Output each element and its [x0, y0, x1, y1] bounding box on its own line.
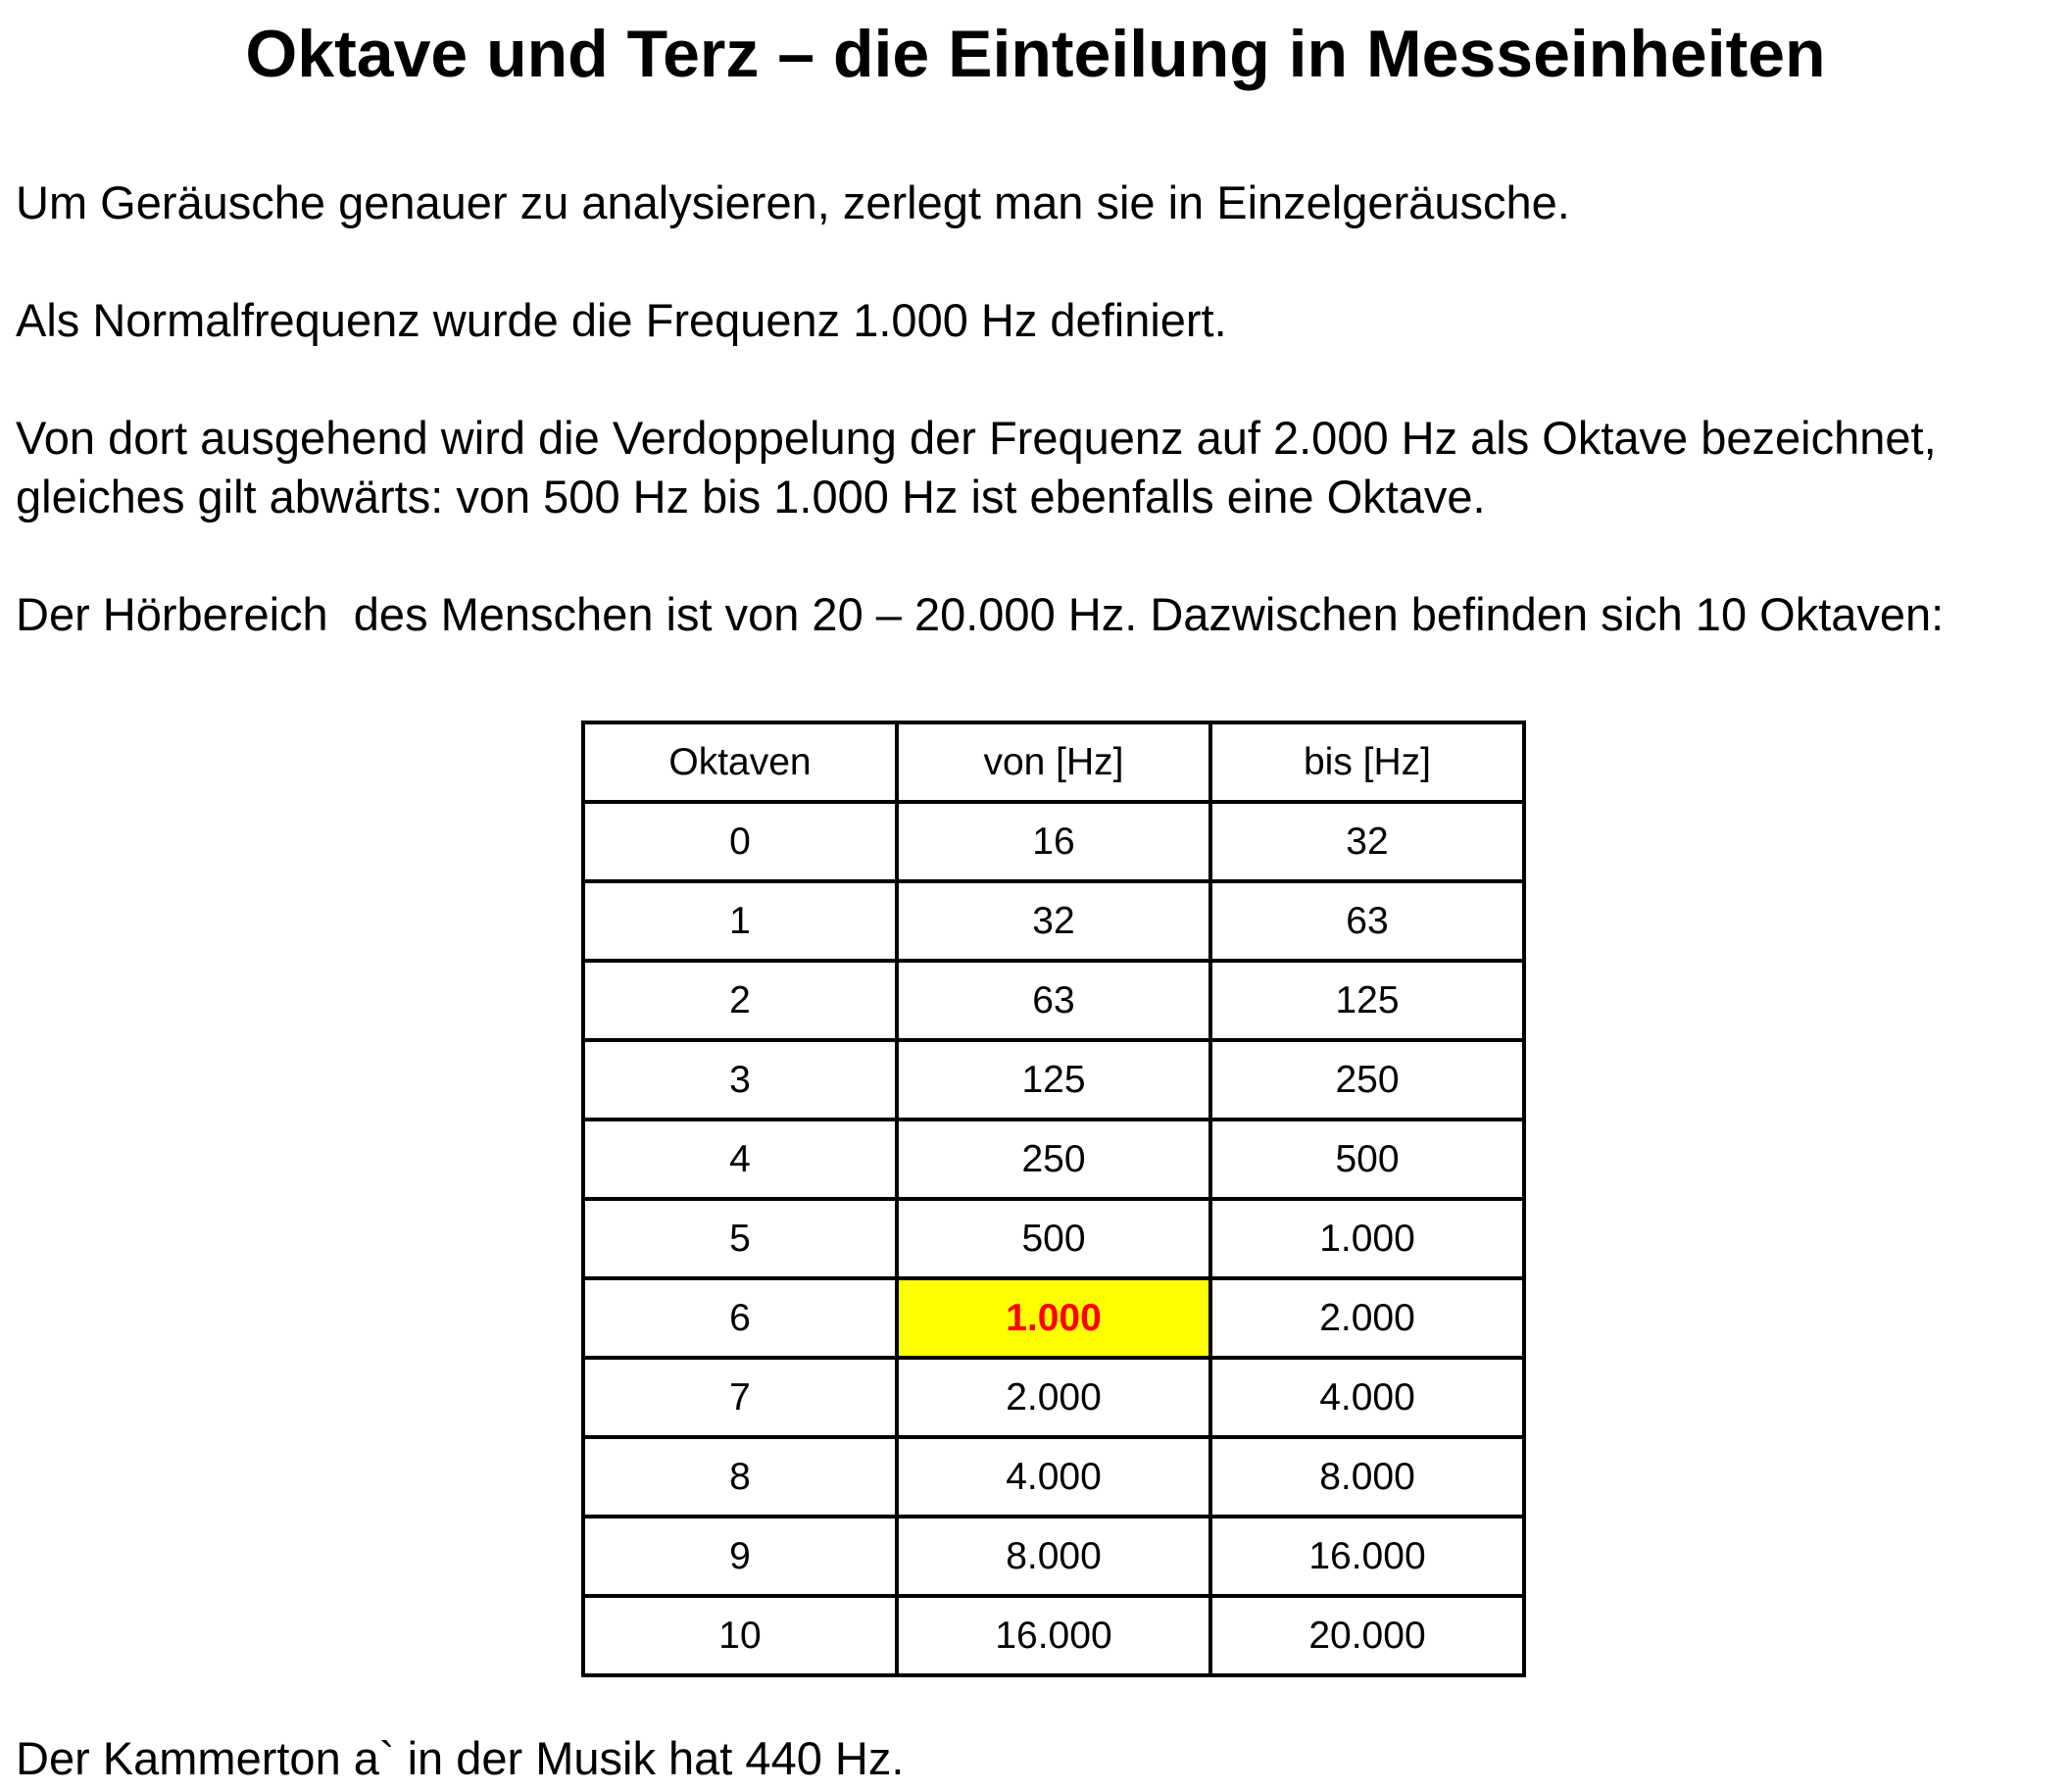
table-row [583, 881, 1524, 961]
octave-cell: 7 [583, 1358, 897, 1437]
paragraph-concert-pitch: Der Kammerton a` in der Musik hat 440 Hz. [16, 1732, 905, 1784]
column-header-octaves: Oktaven [583, 722, 897, 802]
from-cell: 16 [897, 802, 1210, 881]
from-cell: 16.000 [897, 1596, 1210, 1675]
to-cell: 1.000 [1210, 1199, 1524, 1278]
paragraph-normal-frequency: Als Normalfrequenz wurde die Frequenz 1.000 Hz definiert. [16, 294, 1227, 346]
octave-cell: 5 [583, 1199, 897, 1278]
from-cell: 250 [897, 1120, 1210, 1199]
octave-table [581, 721, 1526, 1677]
octave-cell: 10 [583, 1596, 897, 1675]
octave-cell: 9 [583, 1517, 897, 1596]
to-cell: 63 [1210, 881, 1524, 961]
table-row [583, 1040, 1524, 1120]
to-cell: 8.000 [1210, 1437, 1524, 1517]
to-cell: 16.000 [1210, 1517, 1524, 1596]
from-cell: 125 [897, 1040, 1210, 1120]
to-cell: 20.000 [1210, 1596, 1524, 1675]
octave-cell: 2 [583, 961, 897, 1040]
to-cell: 125 [1210, 961, 1524, 1040]
to-cell: 500 [1210, 1120, 1524, 1199]
table-row [583, 961, 1524, 1040]
octave-cell: 3 [583, 1040, 897, 1120]
from-cell: 4.000 [897, 1437, 1210, 1517]
paragraph-hearing-range: Der Hörbereich des Menschen ist von 20 – 20.000 Hz. Dazwischen befinden sich 10 Oktaven: [16, 588, 1945, 640]
table-row [583, 1199, 1524, 1278]
octave-cell: 6 [583, 1278, 897, 1358]
table-row [583, 1437, 1524, 1517]
page-title: Oktave und Terz – die Einteilung in Messeinheiten [245, 17, 1826, 91]
to-cell: 32 [1210, 802, 1524, 881]
table-row [583, 1596, 1524, 1675]
column-header-from: von [Hz] [897, 722, 1210, 802]
table-header-row [583, 722, 1524, 802]
octave-cell: 1 [583, 881, 897, 961]
from-cell-highlighted: 1.000 [897, 1278, 1210, 1358]
from-cell: 63 [897, 961, 1210, 1040]
paragraph-intro: Um Geräusche genauer zu analysieren, zerlegt man sie in Einzelgeräusche. [16, 176, 1570, 228]
octave-cell: 8 [583, 1437, 897, 1517]
to-cell: 250 [1210, 1040, 1524, 1120]
octave-cell: 4 [583, 1120, 897, 1199]
from-cell: 8.000 [897, 1517, 1210, 1596]
table-row [583, 1120, 1524, 1199]
to-cell: 4.000 [1210, 1358, 1524, 1437]
from-cell: 2.000 [897, 1358, 1210, 1437]
to-cell: 2.000 [1210, 1278, 1524, 1358]
table-row [583, 802, 1524, 881]
octave-cell: 0 [583, 802, 897, 881]
from-cell: 32 [897, 881, 1210, 961]
table-row [583, 1517, 1524, 1596]
from-cell: 500 [897, 1199, 1210, 1278]
paragraph-octave-definition: Von dort ausgehend wird die Verdoppelung der Frequenz auf 2.000 Hz als Oktave bezeichnet, gleiches gilt abwärts: von 500 Hz bis 1.000 Hz ist ebenfalls eine Oktave. [16, 412, 1937, 523]
table-row [583, 1358, 1524, 1437]
column-header-to: bis [Hz] [1210, 722, 1524, 802]
table-row [583, 1278, 1524, 1358]
